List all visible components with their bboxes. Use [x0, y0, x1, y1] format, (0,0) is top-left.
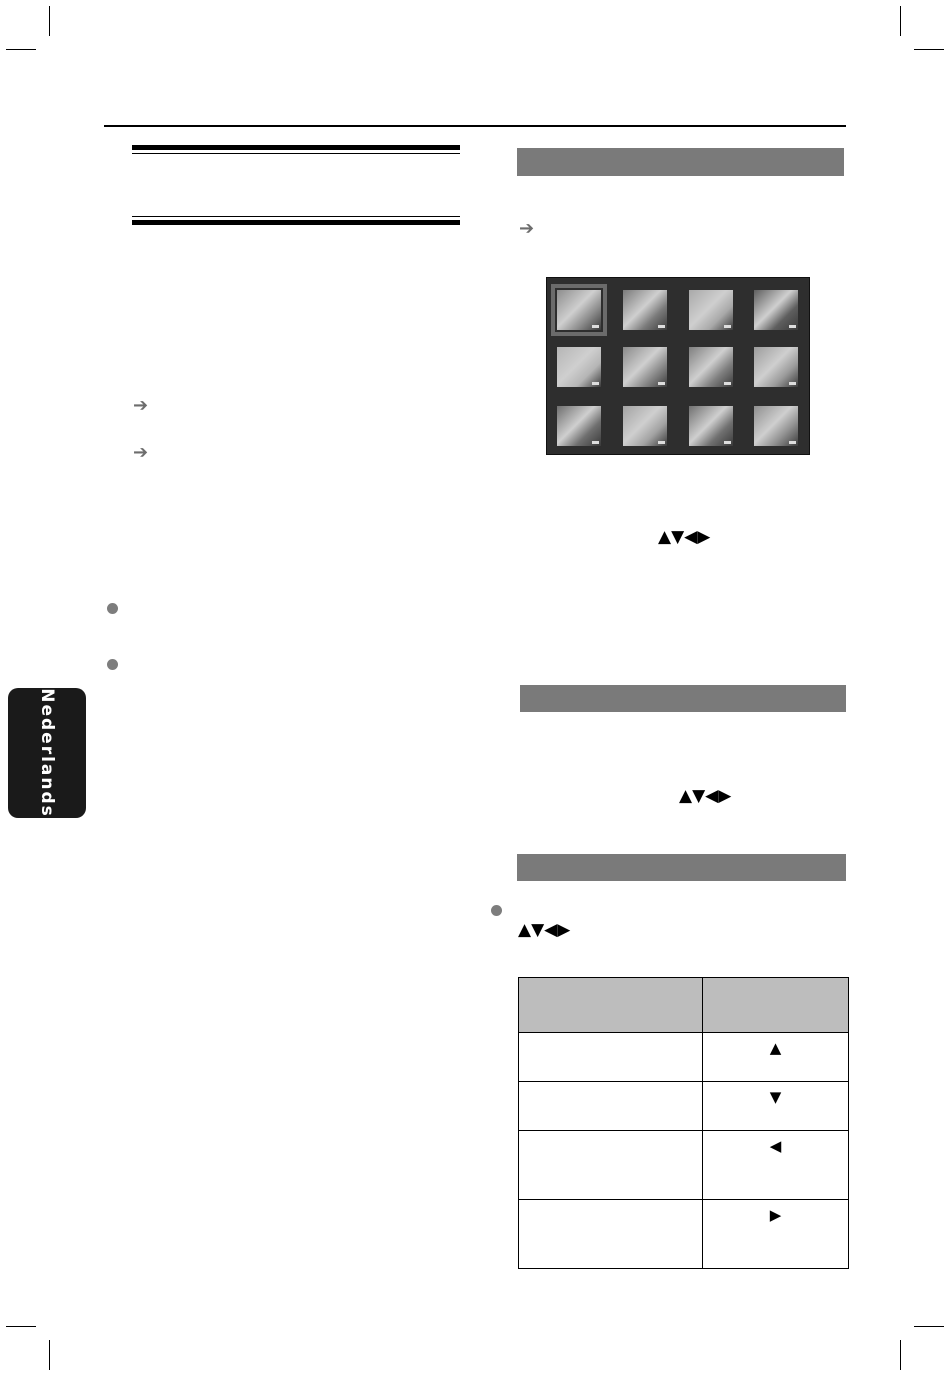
photo-thumbnail[interactable] — [557, 347, 601, 387]
result-arrow-icon: ➔ — [519, 218, 535, 239]
crop-mark — [914, 49, 944, 50]
thumbnail-badge — [724, 325, 731, 328]
table-row — [519, 1131, 849, 1200]
thumbnail-badge — [658, 325, 665, 328]
section-heading-bar — [520, 685, 846, 712]
thumbnail-badge — [789, 325, 796, 328]
crop-mark — [900, 6, 901, 36]
table-header-cell — [519, 978, 703, 1033]
crop-mark — [49, 6, 50, 36]
photo-thumbnail-panel — [546, 277, 810, 455]
result-arrow-icon: ➔ — [133, 395, 149, 416]
language-tab — [8, 688, 86, 818]
title-rule-bottom-thin — [132, 216, 460, 217]
thumbnail-badge — [658, 382, 665, 385]
photo-thumbnail[interactable] — [754, 290, 798, 330]
section-heading-bar — [517, 854, 846, 881]
key-function-table — [518, 977, 849, 1269]
table-cell — [519, 1200, 703, 1269]
tip-bullet-icon — [491, 905, 502, 916]
title-rule-top-thin — [132, 153, 460, 154]
photo-thumbnail[interactable] — [623, 347, 667, 387]
thumbnail-badge — [592, 325, 599, 328]
table-header-cell — [703, 978, 849, 1033]
navigation-keys-icon: ▲▼◀▶ — [518, 920, 571, 940]
table-row — [519, 1033, 849, 1082]
photo-thumbnail[interactable] — [754, 406, 798, 446]
crop-mark — [6, 1326, 36, 1327]
table-cell — [519, 1033, 703, 1082]
photo-thumbnail[interactable] — [557, 290, 601, 330]
down-arrow-icon: ▼ — [703, 1082, 849, 1131]
navigation-keys-icon: ▲▼◀▶ — [679, 786, 732, 806]
crop-mark — [49, 1340, 50, 1370]
right-arrow-icon: ▶ — [703, 1200, 849, 1269]
thumbnail-badge — [724, 441, 731, 444]
table-cell — [519, 1082, 703, 1131]
table-cell — [519, 1131, 703, 1200]
title-rule-top-thick — [132, 145, 460, 150]
thumbnail-badge — [592, 382, 599, 385]
thumbnail-badge — [789, 382, 796, 385]
section-heading-bar — [517, 148, 844, 176]
photo-thumbnail[interactable] — [623, 406, 667, 446]
result-arrow-icon: ➔ — [133, 442, 149, 463]
photo-thumbnail[interactable] — [689, 347, 733, 387]
crop-mark — [900, 1340, 901, 1370]
photo-thumbnail[interactable] — [754, 347, 798, 387]
language-tab-label: Nederlands — [37, 688, 57, 818]
crop-mark — [6, 49, 36, 50]
thumbnail-badge — [724, 382, 731, 385]
title-rule-bottom-thick — [132, 220, 460, 225]
left-arrow-icon: ◀ — [703, 1131, 849, 1200]
photo-thumbnail[interactable] — [689, 290, 733, 330]
tip-bullet-icon — [107, 659, 118, 670]
table-header-row — [519, 978, 849, 1033]
photo-thumbnail[interactable] — [689, 406, 733, 446]
crop-mark — [914, 1326, 944, 1327]
table-row — [519, 1200, 849, 1269]
tip-bullet-icon — [107, 603, 118, 614]
table-row — [519, 1082, 849, 1131]
navigation-keys-icon: ▲▼◀▶ — [658, 527, 711, 547]
thumbnail-badge — [789, 441, 796, 444]
photo-thumbnail[interactable] — [557, 406, 601, 446]
thumbnail-badge — [592, 441, 599, 444]
header-rule — [104, 125, 846, 127]
thumbnail-badge — [658, 441, 665, 444]
photo-thumbnail[interactable] — [623, 290, 667, 330]
up-arrow-icon: ▲ — [703, 1033, 849, 1082]
